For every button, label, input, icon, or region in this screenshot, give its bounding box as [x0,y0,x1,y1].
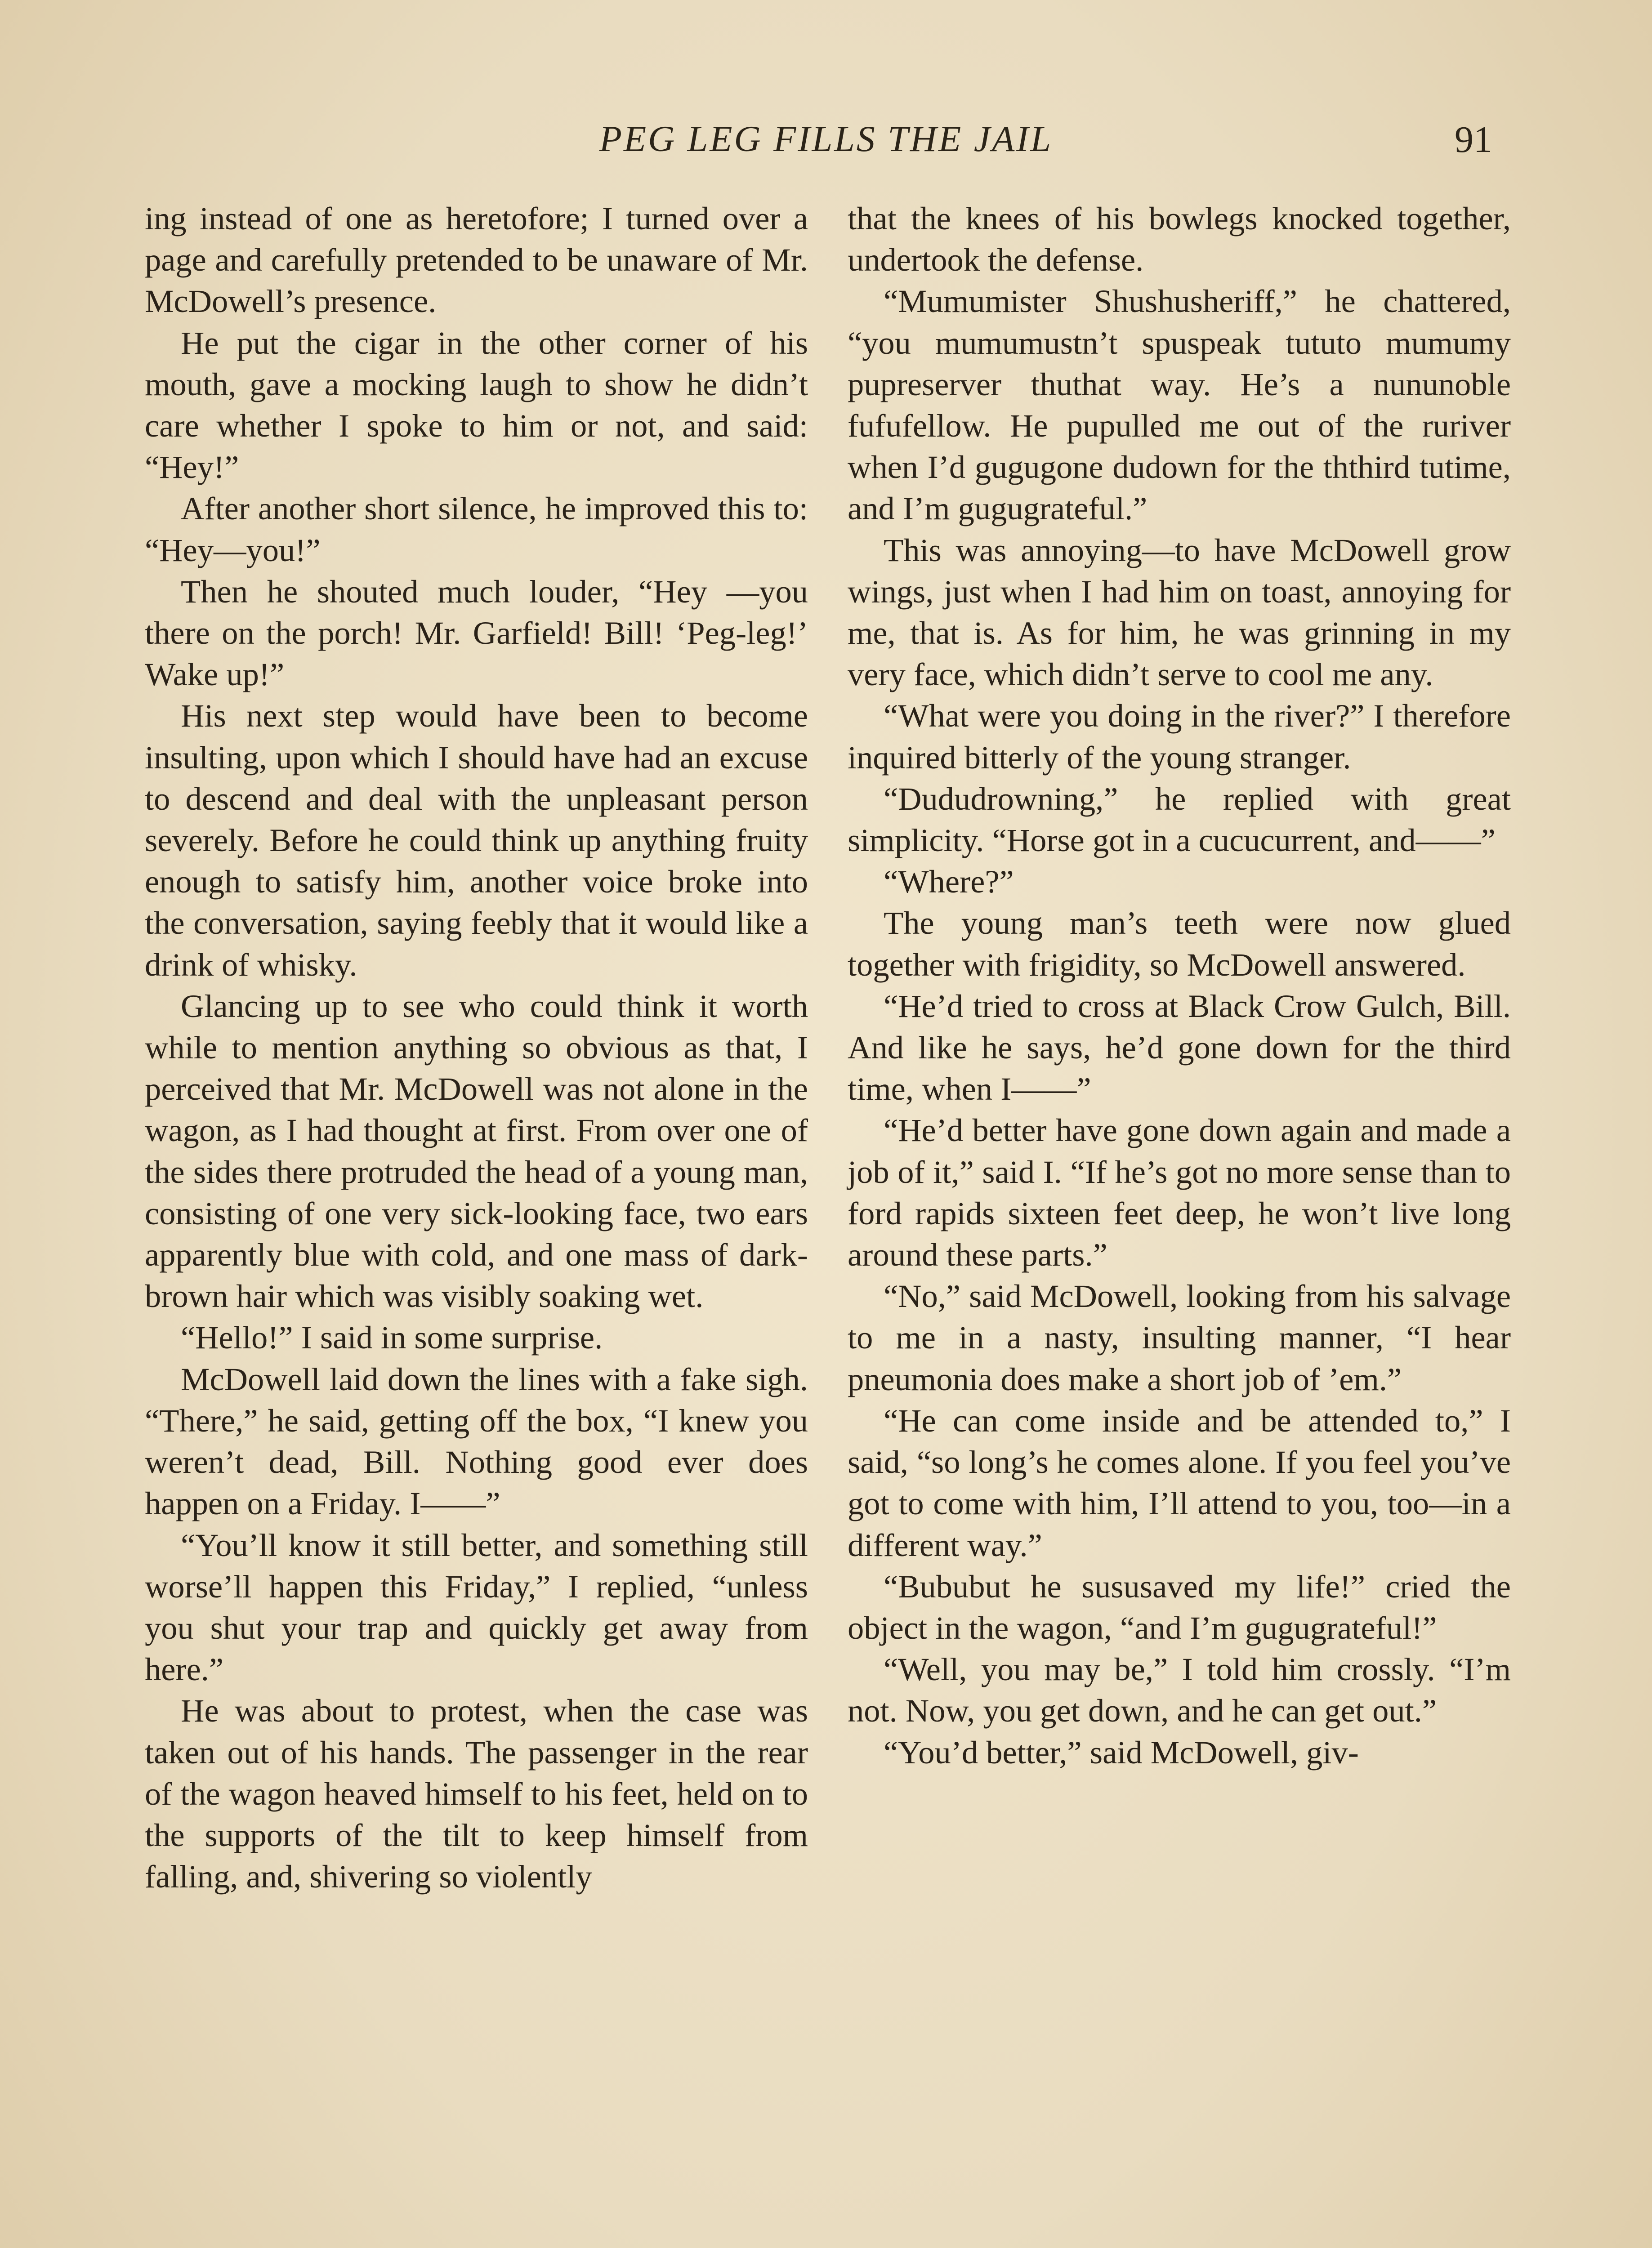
paragraph: Then he shouted much louder, “Hey —you there on the porch! Mr. Garfield! Bill! ‘Peg-leg!’ Wake up!” [145,573,808,693]
paragraph: McDowell laid down the lines with a fake sigh. “There,” he said, getting off the box, “I knew you weren’t dead, Bill. Nothing good ever does happen on a Friday. I——” [145,1360,808,1522]
paragraph: “Mumumister Shushusheriff,” he chattered, “you mumumustn’t spuspeak tututo mumumy pupreserver thuthat way. He’s a nununoble fufufellow. He pupulled me out of the ruriver when I’d gugugone dudown for the ththird tutime, and I’m gugugrateful.” [848,283,1511,527]
paragraph: “Where?” [884,863,1014,900]
page-header [0,118,1652,172]
left-column [145,198,808,1897]
paragraph: “You’d better,” said McDowell, giv- [884,1734,1359,1771]
paragraph: His next step would have been to become insulting, upon which I should have had an excuse to descend and deal with the unpleasant person severely. Before he could think up anything fruity enough to satisfy him, another voice broke into the conversation, saying feebly that it would like a drink of whisky. [145,697,808,983]
paragraph: ing instead of one as heretofore; I turned over a page and carefully pretended to be unaware of Mr. McDowell’s presence. [145,200,808,320]
paragraph: “What were you doing in the river?” I therefore inquired bitterly of the young stranger. [848,697,1511,776]
paragraph: “He’d better have gone down again and made a job of it,” said I. “If he’s got no more sense than to ford rapids sixteen feet deep, he won’t live long around these parts.” [848,1112,1511,1273]
paragraph: The young man’s teeth were now glued together with frigidity, so McDowell answered. [848,905,1511,983]
paragraph: “He’d tried to cross at Black Crow Gulch, Bill. And like he says, he’d gone down for the third time, when I——” [848,987,1511,1107]
running-head: PEG LEG FILLS THE JAIL [599,118,1053,159]
paragraph: After another short silence, he improved this to: “Hey—you!” [145,490,808,568]
paragraph: Glancing up to see who could think it worth while to mention anything so obvious as that, I perceived that Mr. McDowell was not alone in the wagon, as I had thought at first. From over one of the sides there protruded the head of a young man, consisting of one very sick-looking face, two ears apparently blue with cold, and one mass of dark-brown hair which was visibly soaking wet. [145,987,808,1315]
paragraph: This was annoying—to have McDowell grow wings, just when I had him on toast, annoying for me, that is. As for him, he was grinning in my very face, which didn’t serve to cool me any. [848,531,1511,693]
paragraph: “Dududrowning,” he replied with great simplicity. “Horse got in a cucucurrent, and——” [848,780,1511,859]
right-column [848,198,1511,1773]
page-number: 91 [1455,119,1492,161]
paragraph: “Hello!” I said in some surprise. [181,1319,603,1356]
paragraph: “No,” said McDowell, looking from his salvage to me in a nasty, insulting manner, “I hear pneumonia does make a short job of ’em.” [848,1278,1511,1397]
paragraph: “Well, you may be,” I told him crossly. “I’m not. Now, you get down, and he can get out.” [848,1651,1511,1729]
paragraph: “Bububut he sususaved my life!” cried the object in the wagon, “and I’m gugugrateful!” [848,1568,1511,1646]
paragraph: that the knees of his bowlegs knocked together, undertook the defense. [848,200,1511,278]
paragraph: He was about to protest, when the case was taken out of his hands. The passenger in the rear of the wagon heaved himself to his feet, held on to the supports of the tilt to keep himself from falling, and, shivering so violently [145,1692,808,1895]
paragraph: “He can come inside and be attended to,” I said, “so long’s he comes alone. If you feel you’ve got to come with him, I’ll attend to you, too—in a different way.” [848,1402,1511,1563]
paragraph: “You’ll know it still better, and something still worse’ll happen this Friday,” I replied, “unless you shut your trap and quickly get away from here.” [145,1526,808,1688]
paragraph: He put the cigar in the other corner of his mouth, gave a mocking laugh to show he didn’t care whether I spoke to him or not, and said: “Hey!” [145,324,808,486]
